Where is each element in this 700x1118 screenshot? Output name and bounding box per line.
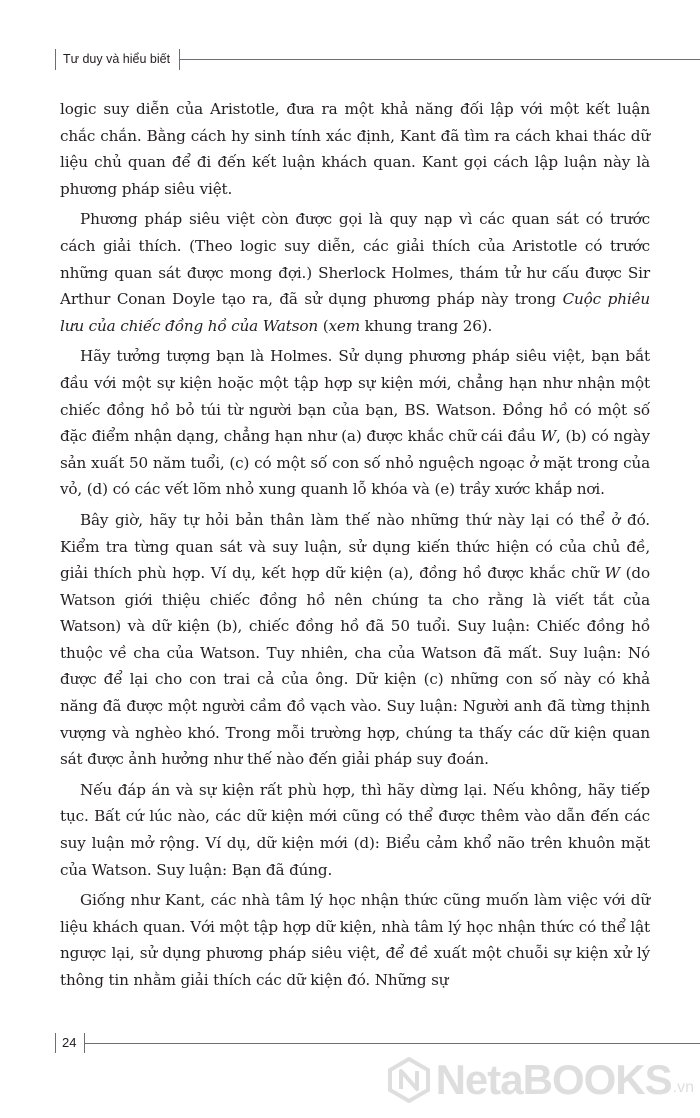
text-run: (do Watson giới thiệu chiếc đồng hồ nên chúng ta cho rằng là viết tắt của Watson) và dữ kiện (b), chiếc đồng hồ đã 50 tuổi. Suy luận: Chiếc đồng hồ thuộc về cha của Watson. Tuy nhiên, cha của Watson đã mất. Suy luận: Nó được để lại cho con trai cả của ông. Dữ kiện (c) những con số này có khả năng đã được một người cầm đồ vạch vào. Suy luận: Người anh đã từng thịnh vượng và nghèo khó. Trong mỗi trường hợp, chúng ta thấy các dữ kiện quan sát được ảnh hưởng như thế nào đến giải pháp suy đoán. [60, 564, 650, 769]
text-run: ( [318, 316, 329, 335]
italic-text: Cuộc phiêu lưu của chiếc đồng hồ của Watson [60, 290, 650, 335]
italic-text: W [604, 564, 620, 583]
paragraph [60, 507, 650, 773]
paragraph [60, 96, 650, 202]
body-text [60, 96, 650, 998]
text-run: Phương pháp siêu việt còn được gọi là quy nạp vì các quan sát có trước cách giải thích. (Theo logic suy diễn, các giải thích của Aristotle có trước những quan sát được mong đợi.) Sherlock Holmes, thám tử hư cấu được Sir Arthur Conan Doyle tạo ra, đã sử dụng phương pháp này trong [60, 210, 650, 309]
italic-text: xem [328, 316, 360, 335]
chapter-title: Tư duy và hiểu biết [55, 49, 180, 70]
text-run: Hãy tưởng tượng bạn là Holmes. Sử dụng phương pháp siêu việt, bạn bắt đầu với một sự kiện hoặc một tập hợp sự kiện mới, chẳng hạn như nhận một chiếc đồng hồ bỏ túi từ người bạn của bạn, BS. Watson. Đồng hồ có một số đặc điểm nhận dạng, chẳng hạn như (a) được khắc chữ cái đầu [60, 347, 650, 446]
text-run: Giống như Kant, các nhà tâm lý học nhận thức cũng muốn làm việc với dữ liệu khách quan. Với một tập hợp dữ kiện, nhà tâm lý học nhận thức có thể lật ngược lại, sử dụng phương pháp siêu việt, để đề xuất một chuỗi sự kiện xử lý thông tin nhằm giải thích các dữ kiện đó. Những sự [60, 891, 650, 989]
running-header [55, 45, 700, 75]
paragraph [60, 206, 650, 339]
italic-text: W [540, 427, 557, 446]
text-run: , (b) có ngày sản xuất 50 năm tuổi, (c) có một số con số nhỏ nguệch ngoạc ở mặt trong của vỏ, (d) có các vết lõm nhỏ xung quanh lỗ khóa và (e) trầy xước khắp nơi. [60, 427, 650, 499]
watermark-text: NetaBOOKS [435, 1056, 672, 1103]
page-number: 24 [55, 1033, 85, 1053]
text-run: khung trang 26). [360, 316, 493, 335]
watermark [386, 1052, 694, 1108]
text-run: Bây giờ, hãy tự hỏi bản thân làm thế nào những thứ này lại có thể ở đó. Kiểm tra từng quan sát và suy luận, sử dụng kiến thức hiện có của chủ đề, giải thích phù hợp. Ví dụ, kết hợp dữ kiện (a), đồng hồ được khắc chữ [60, 510, 650, 583]
text-run: logic suy diễn của Aristotle, đưa ra một khả năng đối lập với một kết luận chắc chắn. Bằng cách hy sinh tính xác định, Kant đã tìm ra cách khai thác dữ liệu chủ quan để đi đến kết luận khách quan. Kant gọi cách lập luận này là phương pháp siêu việt. [60, 100, 650, 198]
paragraph [60, 777, 650, 883]
footer-rule [55, 1043, 700, 1044]
paragraph [60, 887, 650, 993]
paragraph [60, 343, 650, 503]
netabooks-logo-icon [386, 1057, 432, 1103]
text-run: Nếu đáp án và sự kiện rất phù hợp, thì hãy dừng lại. Nếu không, hãy tiếp tục. Bất cứ lúc nào, các dữ kiện mới cũng có thể được thêm vào dẫn đến các suy luận mở rộng. Ví dụ, dữ kiện mới (d): Biểu cảm khổ não trên khuôn mặt của Watson. Suy luận: Bạn đã đúng. [60, 780, 650, 879]
watermark-suffix: .vn [672, 1079, 694, 1096]
